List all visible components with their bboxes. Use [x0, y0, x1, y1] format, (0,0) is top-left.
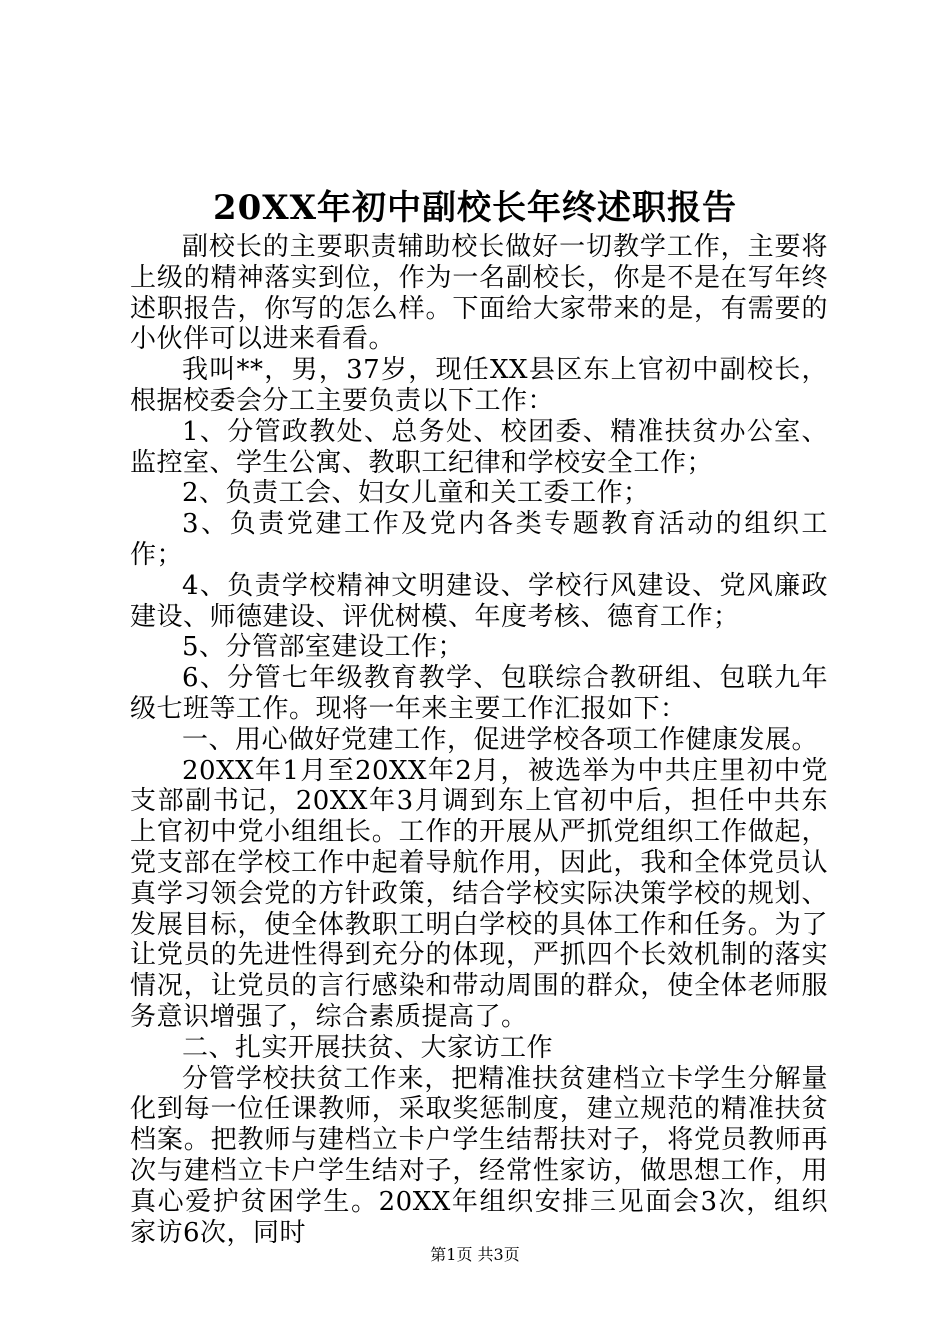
paragraph-duty-5: 5、分管部室建设工作；: [182, 632, 465, 663]
document-title: 20XX年初中副校长年终述职报告: [212, 188, 738, 228]
paragraph-duty-6: 6、分管七年级教育教学、包联综合教研组、包联九年级七班等工作。现将一年来主要工作汇报如下：: [130, 663, 828, 724]
paragraph-self-introduction: 我叫**，男，37岁，现任XX县区东上官初中副校长，根据校委会分工主要负责以下工作：: [130, 355, 828, 416]
paragraph-poverty-work: 分管学校扶贫工作来，把精准扶贫建档立卡学生分解量化到每一位任课教师，采取奖惩制度，建立规范的精准扶贫档案。把教师与建档立卡户学生结帮扶对子，将党员教师再次与建档立卡户学生结对子，经常性家访，做思想工作，用真心爱护贫困学生。20XX年组织安排三见面会3次，组织家访6次，同时: [130, 1063, 828, 1248]
paragraph-duty-1: 1、分管政教处、总务处、校团委、精准扶贫办公室、监控室、学生公寓、教职工纪律和学校安全工作；: [130, 416, 828, 478]
paragraph-duty-2: 2、负责工会、妇女儿童和关工委工作；: [182, 478, 650, 509]
paragraph-duty-4: 4、负责学校精神文明建设、学校行风建设、党风廉政建设、师德建设、评优树模、年度考核、德育工作；: [130, 570, 828, 632]
page-number-footer: 第1页 共3页: [430, 1245, 520, 1264]
paragraph-party-work: 20XX年1月至20XX年2月，被选举为中共庄里初中党支部副书记，20XX年3月调到东上官初中后，担任中共东上官初中党小组组长。工作的开展从严抓党组织工作做起，党支部在学校工作中起着导航作用，因此，我和全体党员认真学习领会党的方针政策，结合学校实际决策学校的规划、发展目标，使全体教职工明白学校的具体工作和任务。为了让党员的先进性得到充分的体现，严抓四个长效机制的落实情况，让党员的言行感染和带动周围的群众，使全体老师服务意识增强了，综合素质提高了。: [130, 755, 828, 1032]
section-heading-2: 二、扎实开展扶贫、大家访工作: [182, 1032, 554, 1063]
document-body: [130, 232, 828, 1248]
section-heading-1: 一、用心做好党建工作，促进学校各项工作健康发展。: [182, 724, 819, 755]
paragraph-intro: 副校长的主要职责辅助校长做好一切教学工作，主要将上级的精神落实到位，作为一名副校长，你是不是在写年终述职报告，你写的怎么样。下面给大家带来的是，有需要的小伙伴可以进来看看。: [130, 232, 828, 355]
paragraph-duty-3: 3、负责党建工作及党内各类专题教育活动的组织工作；: [130, 509, 828, 570]
